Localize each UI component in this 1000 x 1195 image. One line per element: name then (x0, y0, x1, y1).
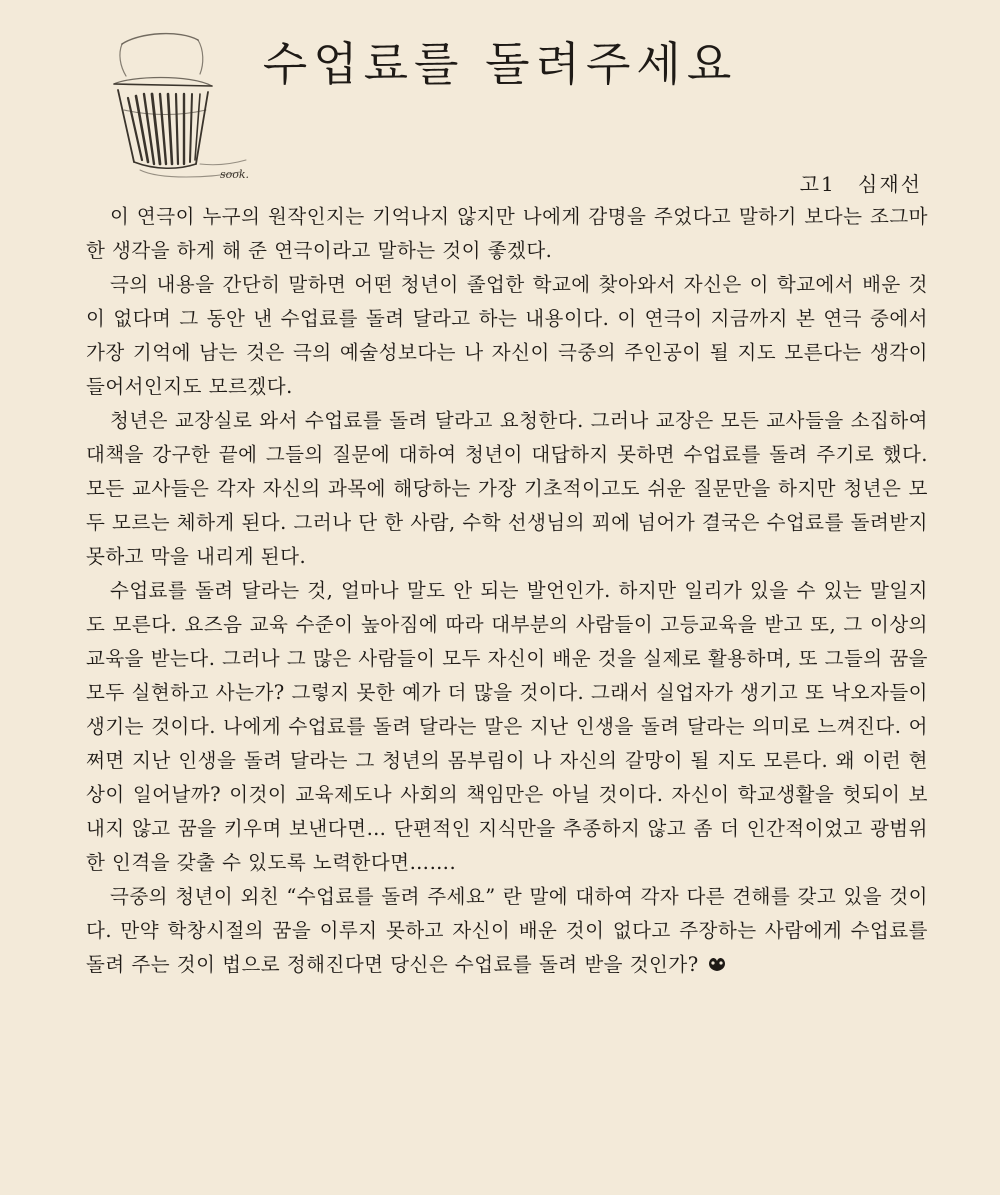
article-body (86, 200, 928, 982)
paragraph: 수업료를 돌려 달라는 것, 얼마나 말도 안 되는 발언인가. 하지만 일리가 있을 수 있는 말일지도 모른다. 요즈음 교육 수준이 높아짐에 따라 대부분의 사람들이 고등교육을 받고 또, 그 이상의 교육을 받는다. 그러나 그 많은 사람들이 모두 자신이 배운 것을 실제로 활용하며, 또 그들의 꿈을 모두 실현하고 사는가? 그렇지 못한 예가 더 많을 것이다. 그래서 실업자가 생기고 또 낙오자들이 생기는 것이다. 나에게 수업료를 돌려 달라는 말은 지난 인생을 돌려 달라는 의미로 느껴진다. 어쩌면 지난 인생을 돌려 달라는 그 청년의 몸부림이 나 자신의 갈망이 될 지도 모른다. 왜 이런 현상이 일어날까? 이것이 교육제도나 사회의 책임만은 아닐 것이다. 자신이 학교생활을 헛되이 보내지 않고 꿈을 키우며 보낸다면… 단편적인 지식만을 추종하지 않고 좀 더 인간적이었고 광범위한 인격을 갖출 수 있도록 노력한다면……. (86, 579, 928, 874)
author-byline (800, 168, 922, 197)
article-title: 수업료를 돌려주세요 (262, 37, 738, 91)
author-name: 심재선 (858, 172, 922, 196)
sketch-signature: sook. (220, 168, 250, 181)
paragraph: 극중의 청년이 외친 “수업료를 돌려 주세요” 란 말에 대하여 각자 다른 견해를 갖고 있을 것이다. 만약 학창시절의 꿈을 이루지 못하고 자신이 배운 것이 없다고 주장하는 사람에게 수업료를 돌려 주는 것이 법으로 정해진다면 당신은 수업료를 돌려 받을 것인가? (86, 885, 928, 976)
author-grade: 고1 (799, 172, 836, 196)
fleuron-end-mark-icon (705, 954, 729, 974)
paragraph: 극의 내용을 간단히 말하면 어떤 청년이 졸업한 학교에 찾아와서 자신은 이 학교에서 배운 것이 없다며 그 동안 낸 수업료를 돌려 달라고 하는 내용이다. 이 연극이 지금까지 본 연극 중에서 가장 기억에 남는 것은 극의 예술성보다는 나 자신이 극중의 주인공이 될 지도 모른다는 생각이 들어서인지도 모르겠다. (86, 273, 928, 398)
paragraph: 청년은 교장실로 와서 수업료를 돌려 달라고 요청한다. 그러나 교장은 모든 교사들을 소집하여 대책을 강구한 끝에 그들의 질문에 대하여 청년이 대답하지 못하면 수업료를 돌려 주기로 했다. 모든 교사들은 각자 자신의 과목에 해당하는 가장 기초적이고도 쉬운 질문만을 하지만 청년은 모두 모르는 체하게 된다. 그러나 단 한 사람, 수학 선생님의 꾀에 넘어가 결국은 수업료를 돌려받지 못하고 막을 내리게 된다. (86, 409, 928, 568)
paragraph: 이 연극이 누구의 원작인지는 기억나지 않지만 나에게 감명을 주었다고 말하기 보다는 조그마한 생각을 하게 해 준 연극이라고 말하는 것이 좋겠다. (86, 205, 928, 262)
paragraph-last (86, 880, 928, 982)
